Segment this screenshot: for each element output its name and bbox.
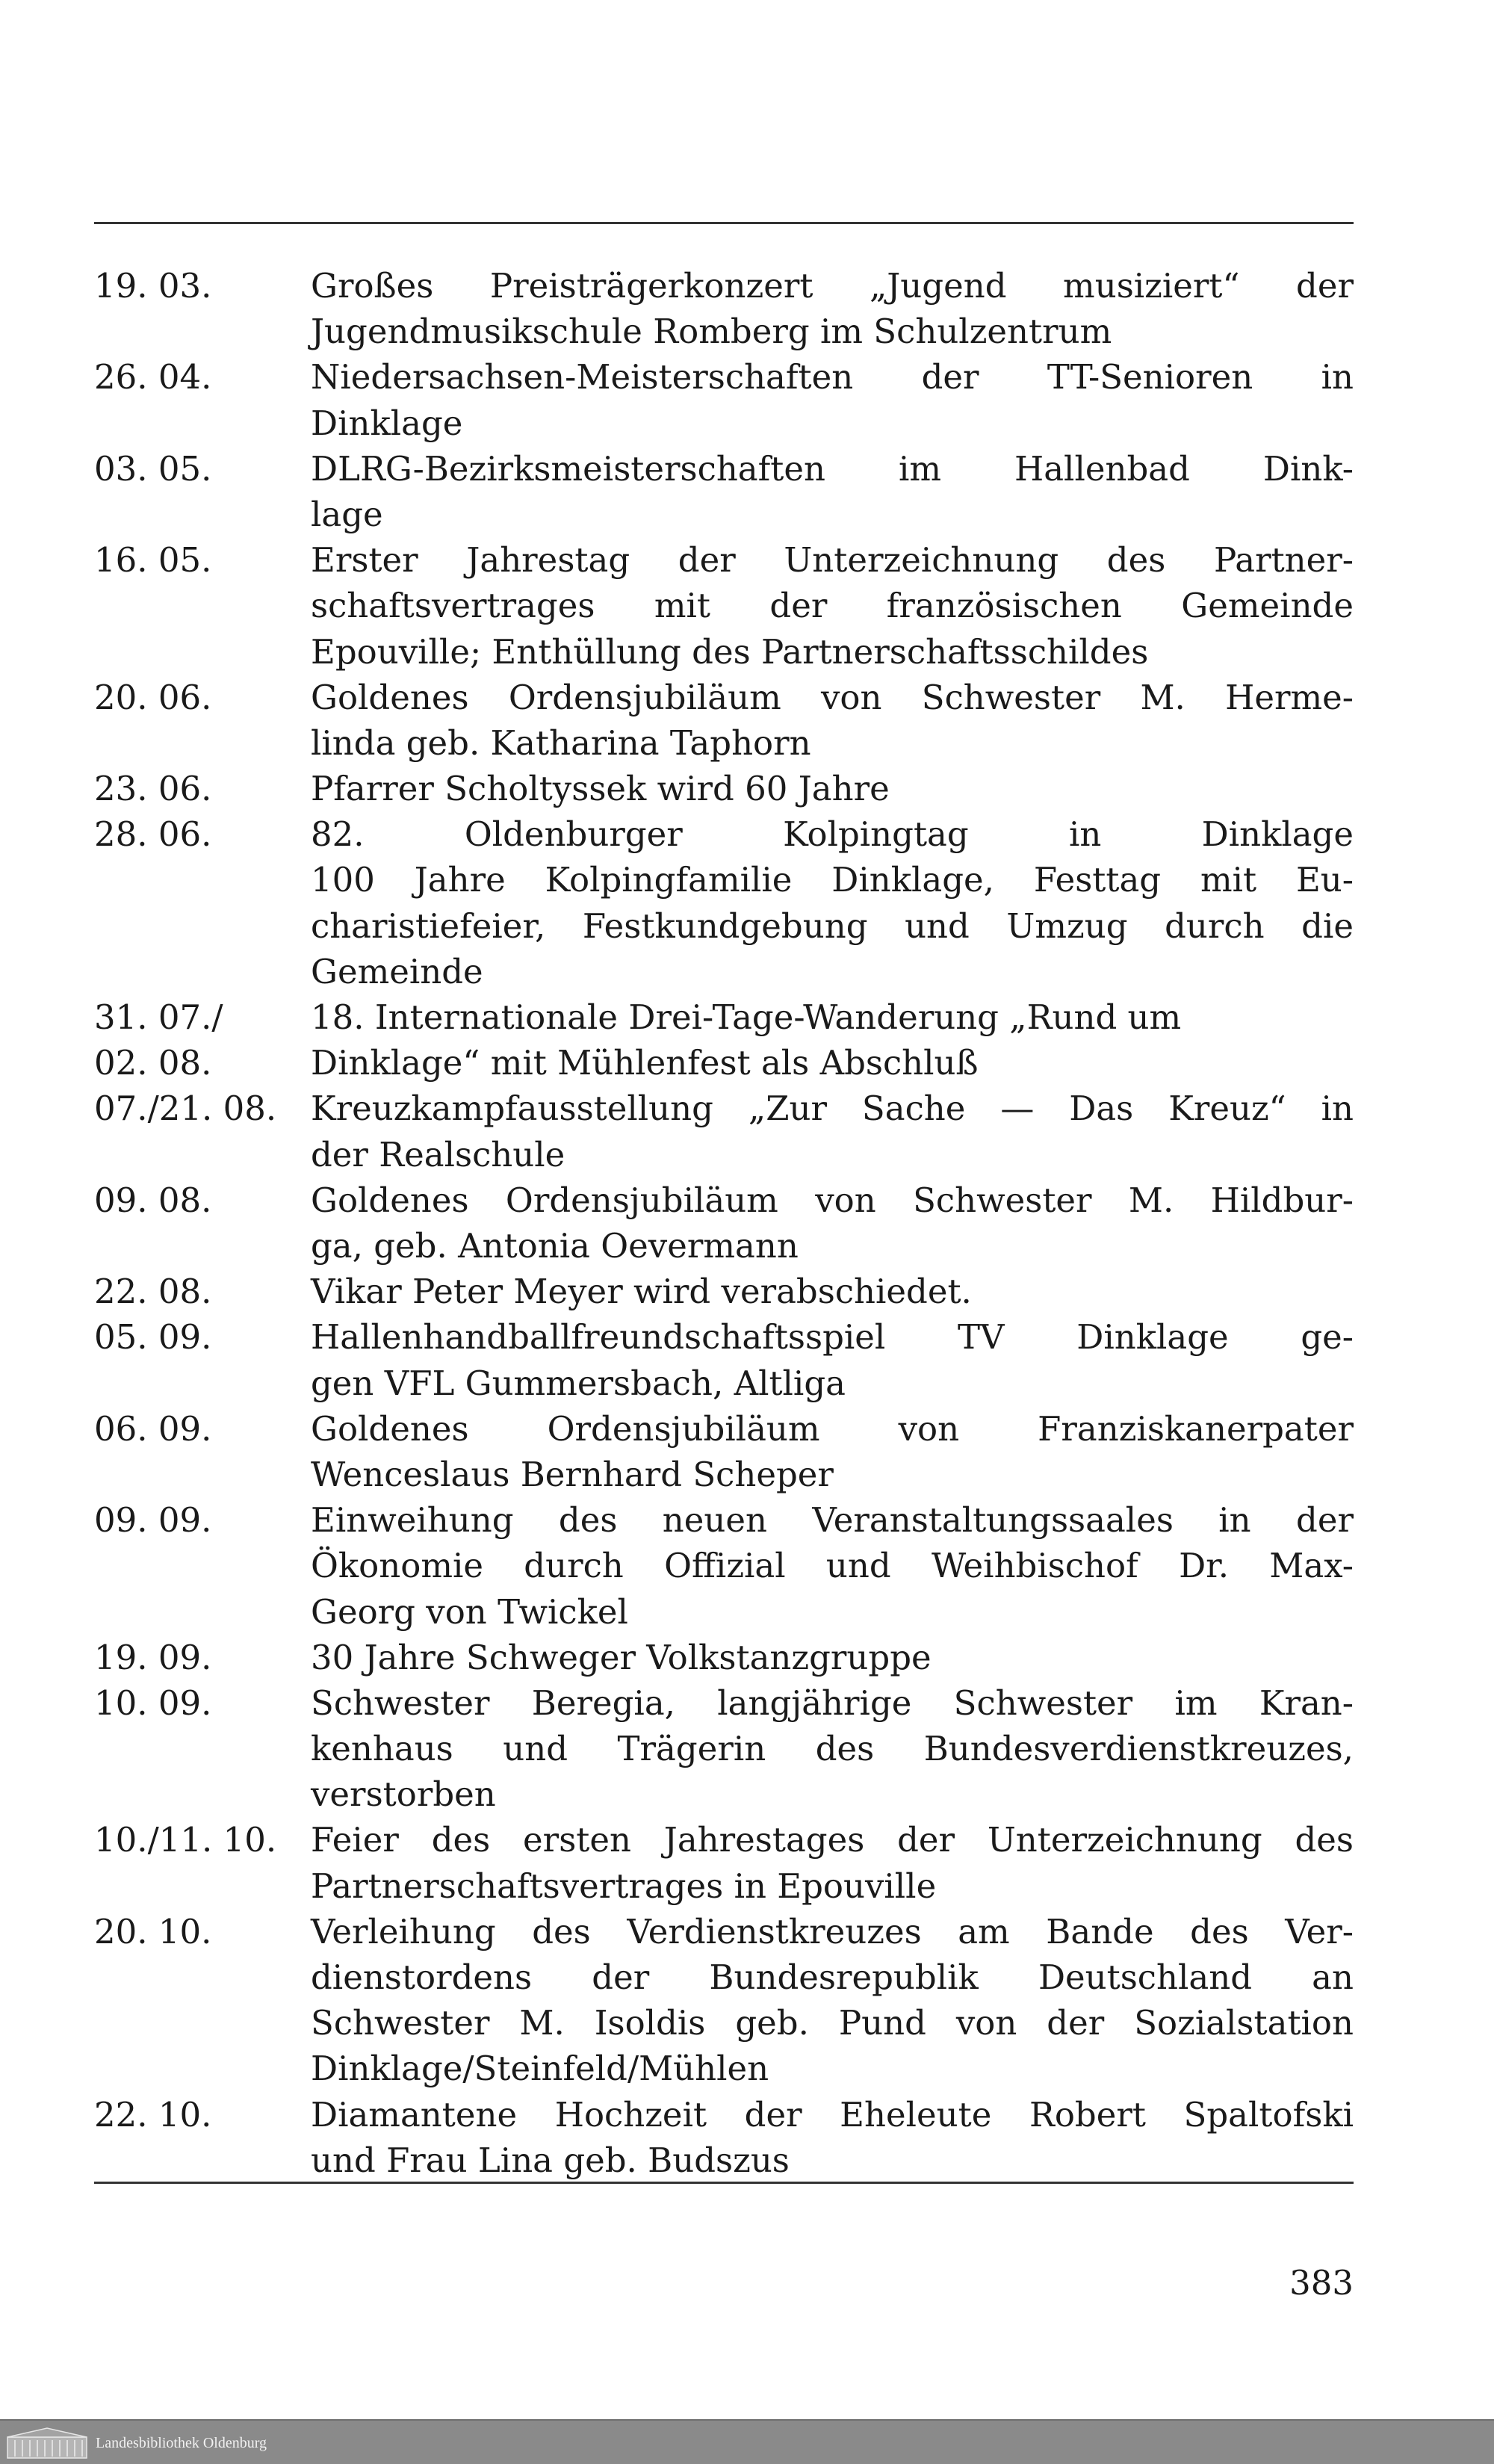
entry-line: 82. Oldenburger Kolpingtag in Dinklage [311, 814, 1354, 855]
entry-text [311, 1086, 1354, 1177]
chronicle-entry [94, 1635, 1354, 1680]
entry-line: Dinklage [311, 403, 463, 443]
entry-text [311, 811, 1354, 994]
entry-text [311, 1406, 1354, 1497]
entry-line: Dinklage/Steinfeld/Mühlen [311, 2049, 769, 2089]
entry-text [311, 1635, 1354, 1680]
entry-line: Feier des ersten Jahrestages der Unterzeichnung des [311, 1820, 1354, 1860]
entry-text [311, 675, 1354, 766]
entry-line: 30 Jahre Schweger Volkstanzgruppe [311, 1637, 932, 1677]
chronicle-entry [94, 1040, 1354, 1086]
entry-line: Hallenhandballfreundschaftsspiel TV Dinklage ge- [311, 1317, 1354, 1358]
library-footer [0, 2419, 1494, 2464]
entry-line: Pfarrer Scholtyssek wird 60 Jahre [311, 769, 890, 809]
chronicle-entry [94, 2092, 1354, 2183]
entry-text [311, 1314, 1354, 1405]
chronicle-entry [94, 1269, 1354, 1314]
chronicle-entry [94, 675, 1354, 766]
entry-line: ga, geb. Antonia Oevermann [311, 1225, 799, 1266]
chronicle-entry [94, 1177, 1354, 1269]
entry-date: 16. 05. [94, 540, 212, 581]
entry-date: 09. 09. [94, 1500, 212, 1541]
entry-date: 28. 06. [94, 814, 212, 855]
entry-line: Verleihung des Verdienstkreuzes am Bande des Ver- [311, 1911, 1354, 1951]
entry-date: 03. 05. [94, 448, 212, 489]
entry-line: Jugendmusikschule Romberg im Schulzentrum [311, 312, 1112, 352]
entry-text [311, 446, 1354, 537]
entry-line: Goldenes Ordensjubiläum von Franziskanerpater [311, 1408, 1354, 1449]
entry-line: 100 Jahre Kolpingfamilie Dinklage, Festtag mit Eu- [311, 860, 1354, 900]
entry-line: Georg von Twickel [311, 1591, 628, 1632]
entry-date: 31. 07./ [94, 997, 223, 1038]
entry-text [311, 1680, 1354, 1818]
library-name: Landesbibliothek Oldenburg [96, 2435, 267, 2451]
page-number: 383 [1289, 2263, 1354, 2303]
chronicle-entry [94, 1909, 1354, 2092]
entry-date: 23. 06. [94, 769, 212, 809]
entry-text [311, 354, 1354, 445]
chronicle-entry [94, 766, 1354, 811]
chronicle-list [94, 263, 1354, 2183]
entry-line: Erster Jahrestag der Unterzeichnung des Partner- [311, 540, 1354, 581]
entry-line: Großes Preisträgerkonzert „Jugend musiziert“ der [311, 266, 1354, 306]
entry-line: Ökonomie durch Offizial und Weihbischof Dr. Max- [311, 1546, 1354, 1586]
entry-line: und Frau Lina geb. Budszus [311, 2140, 790, 2180]
entry-text [311, 1040, 1354, 1086]
entry-date: 10./11. 10. [94, 1820, 277, 1860]
entry-date: 20. 06. [94, 677, 212, 717]
entry-line: Vikar Peter Meyer wird verabschiedet. [311, 1272, 972, 1312]
chronicle-entry [94, 994, 1354, 1040]
entry-line: der Realschule [311, 1134, 565, 1174]
entry-date: 22. 10. [94, 2094, 212, 2135]
entry-text [311, 1909, 1354, 2092]
entry-line: schaftsvertrages mit der französischen Gemeinde [311, 586, 1354, 626]
entry-line: Dinklage“ mit Mühlenfest als Abschluß [311, 1043, 979, 1083]
library-building-icon [6, 2427, 88, 2460]
chronicle-entry [94, 1314, 1354, 1405]
entry-line: Goldenes Ordensjubiläum von Schwester M. Herme- [311, 677, 1354, 717]
entry-line: charistiefeier, Festkundgebung und Umzug durch die [311, 906, 1354, 946]
entry-date: 02. 08. [94, 1043, 212, 1083]
entry-line: lage [311, 494, 383, 534]
entry-line: DLRG-Bezirksmeisterschaften im Hallenbad Dink- [311, 448, 1354, 489]
chronicle-entry [94, 811, 1354, 994]
bottom-rule [94, 2182, 1354, 2184]
entry-line: Partnerschaftsvertrages in Epouville [311, 1866, 937, 1906]
entry-line: dienstordens der Bundesrepublik Deutschland an [311, 1957, 1354, 1998]
chronicle-entry [94, 1086, 1354, 1177]
chronicle-entry [94, 1406, 1354, 1497]
entry-date: 06. 09. [94, 1408, 212, 1449]
entry-text [311, 1269, 1354, 1314]
entry-line: Einweihung des neuen Veranstaltungssaales in der [311, 1500, 1354, 1541]
entry-line: Schwester Beregia, langjährige Schwester im Kran- [311, 1683, 1354, 1723]
entry-line: Schwester M. Isoldis geb. Pund von der Sozialstation [311, 2003, 1354, 2043]
entry-text [311, 994, 1354, 1040]
entry-line: verstorben [311, 1774, 496, 1815]
entry-date: 07./21. 08. [94, 1089, 277, 1129]
entry-line: Kreuzkampfausstellung „Zur Sache — Das Kreuz“ in [311, 1089, 1354, 1129]
chronicle-entry [94, 1817, 1354, 1908]
chronicle-entry [94, 446, 1354, 537]
entry-line: Goldenes Ordensjubiläum von Schwester M. Hildbur- [311, 1180, 1354, 1220]
entry-line: 18. Internationale Drei-Tage-Wanderung „Rund um [311, 997, 1182, 1038]
entry-line: linda geb. Katharina Taphorn [311, 722, 811, 763]
entry-text [311, 1497, 1354, 1635]
chronicle-entry [94, 1497, 1354, 1635]
entry-text [311, 2092, 1354, 2183]
chronicle-entry [94, 354, 1354, 445]
entry-date: 19. 09. [94, 1637, 212, 1677]
entry-line: Epouville; Enthüllung des Partnerschaftsschildes [311, 631, 1149, 672]
entry-date: 09. 08. [94, 1180, 212, 1220]
entry-line: kenhaus und Trägerin des Bundesverdienstkreuzes, [311, 1729, 1354, 1769]
chronicle-entry [94, 263, 1354, 354]
entry-date: 05. 09. [94, 1317, 212, 1358]
entry-text [311, 263, 1354, 354]
entry-line: Wenceslaus Bernhard Scheper [311, 1454, 834, 1494]
top-rule [94, 222, 1354, 224]
entry-line: Niedersachsen-Meisterschaften der TT-Senioren in [311, 357, 1354, 397]
entry-line: Diamantene Hochzeit der Eheleute Robert Spaltofski [311, 2094, 1354, 2135]
entry-date: 10. 09. [94, 1683, 212, 1723]
entry-text [311, 1177, 1354, 1269]
entry-text [311, 537, 1354, 675]
entry-date: 22. 08. [94, 1272, 212, 1312]
entry-date: 20. 10. [94, 1911, 212, 1951]
entry-text [311, 766, 1354, 811]
entry-text [311, 1817, 1354, 1908]
entry-date: 19. 03. [94, 266, 212, 306]
chronicle-entry [94, 1680, 1354, 1818]
entry-line: Gemeinde [311, 951, 483, 991]
entry-date: 26. 04. [94, 357, 212, 397]
chronicle-entry [94, 537, 1354, 675]
entry-line: gen VFL Gummersbach, Altliga [311, 1363, 846, 1403]
